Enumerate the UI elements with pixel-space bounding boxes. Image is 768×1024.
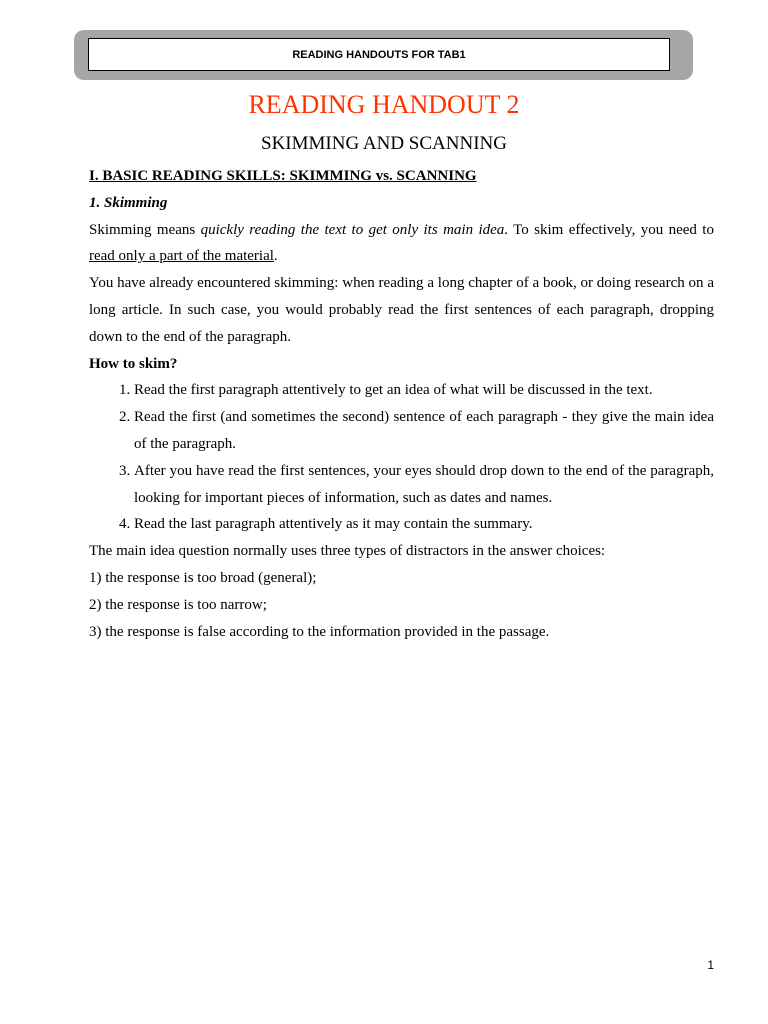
header-label: READING HANDOUTS FOR TAB1 [292,48,466,61]
list-item: 2. Read the first (and sometimes the second) sentence of each paragraph - they give the main idea of the paragraph. [134,404,714,458]
skim-steps-list [89,377,714,538]
paragraph-skimming-example: You have already encountered skimming: when reading a long chapter of a book, or doing research on a long article. In such case, you would probably read the first sentences of each paragraph, dropping down to the end of the paragraph. [89,275,714,345]
para1-text-2: . To skim effectively, you need to [504,221,714,238]
distractor-item: 1) the response is too broad (general); [89,569,317,586]
sub-heading: 1. Skimming [89,194,168,211]
paragraph-distractors-intro: The main idea question normally uses three types of distractors in the answer choices: [89,543,606,560]
running-header [88,38,670,71]
distractor-item: 2) the response is too narrow; [89,596,267,613]
paragraph-skimming-definition [89,217,714,271]
handout-subtitle: SKIMMING AND SCANNING [261,133,507,154]
distractor-item: 3) the response is false according to the information provided in the passage. [89,623,550,640]
handout-title: READING HANDOUT 2 [248,90,520,119]
para1-underline: read only a part of the material [89,248,274,265]
section-heading: I. BASIC READING SKILLS: SKIMMING vs. SCANNING [89,168,477,184]
list-item: 3. After you have read the first sentences, your eyes should drop down to the end of the paragraph, looking for important pieces of information, such as dates and names. [134,458,714,512]
page-number: 1 [707,958,714,972]
how-to-skim-heading: How to skim? [89,355,178,372]
list-item: 1. Read the first paragraph attentively to get an idea of what will be discussed in the text. [134,377,714,404]
para1-text-3: . [273,248,278,265]
list-item: 4. Read the last paragraph attentively as it may contain the summary. [134,511,714,538]
para1-text-1: Skimming means [89,221,201,238]
para1-emphasis: quickly reading the text to get only its main idea [200,221,505,238]
document-body [89,163,714,645]
